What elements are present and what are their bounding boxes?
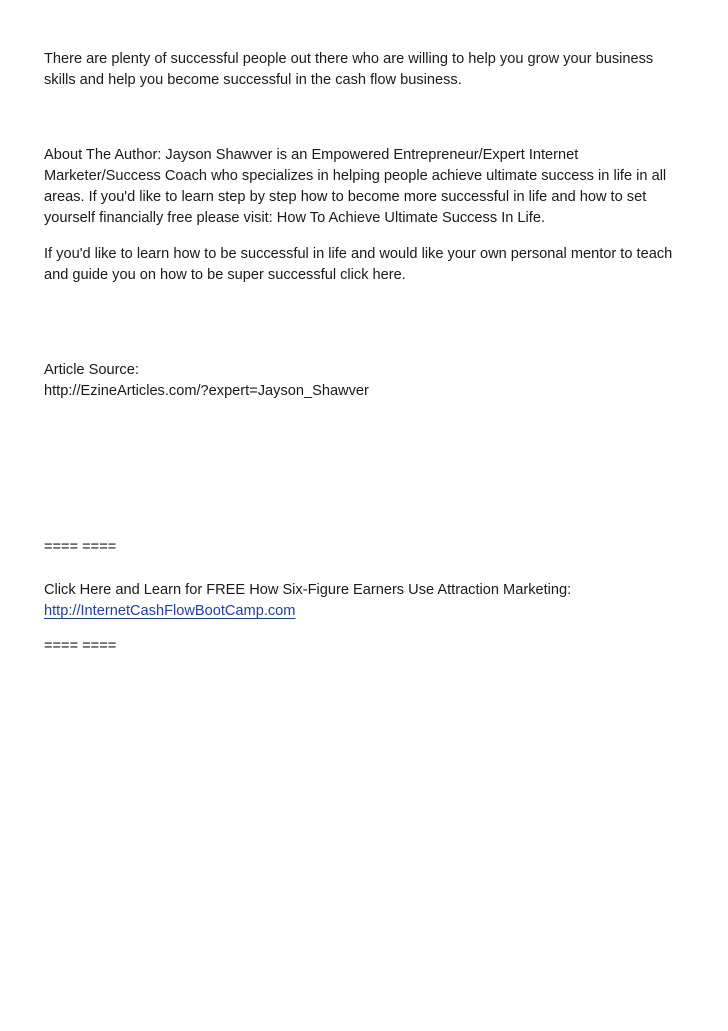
mentor-paragraph	[44, 244, 694, 286]
separator-bottom	[44, 636, 694, 657]
article-source	[44, 360, 694, 402]
intro-line-2: skills and help you become successful in the cash flow business.	[44, 72, 462, 88]
about-line-1: About The Author: Jayson Shawver is an Empowered Entrepreneur/Expert Internet	[44, 147, 579, 163]
promo-link[interactable]: http://InternetCashFlowBootCamp.com	[44, 603, 296, 619]
article-source-url: http://EzineArticles.com/?expert=Jayson_Shawver	[44, 383, 369, 399]
about-line-3: areas. If you'd like to learn step by step how to become more successful in life and how to set	[44, 189, 647, 205]
mentor-line-2: and guide you on how to be super successful click here.	[44, 267, 406, 283]
intro-paragraph	[44, 49, 694, 91]
about-line-2: Marketer/Success Coach who specializes in helping people achieve ultimate success in life in all	[44, 168, 667, 184]
article-source-label: Article Source:	[44, 362, 139, 378]
about-author-paragraph	[44, 145, 694, 229]
about-line-4: yourself financially free please visit: How To Achieve Ultimate Success In Life.	[44, 210, 546, 226]
separator-bottom-text: ==== ====	[44, 638, 117, 654]
separator-top	[44, 537, 694, 558]
separator-top-text: ==== ====	[44, 539, 117, 555]
promo-paragraph	[44, 580, 694, 622]
intro-line-1: There are plenty of successful people out there who are willing to help you grow your business	[44, 51, 654, 67]
promo-text: Click Here and Learn for FREE How Six-Figure Earners Use Attraction Marketing:	[44, 582, 572, 598]
mentor-line-1: If you'd like to learn how to be successful in life and would like your own personal mentor to teach	[44, 246, 673, 262]
promo-link-line	[44, 601, 694, 622]
